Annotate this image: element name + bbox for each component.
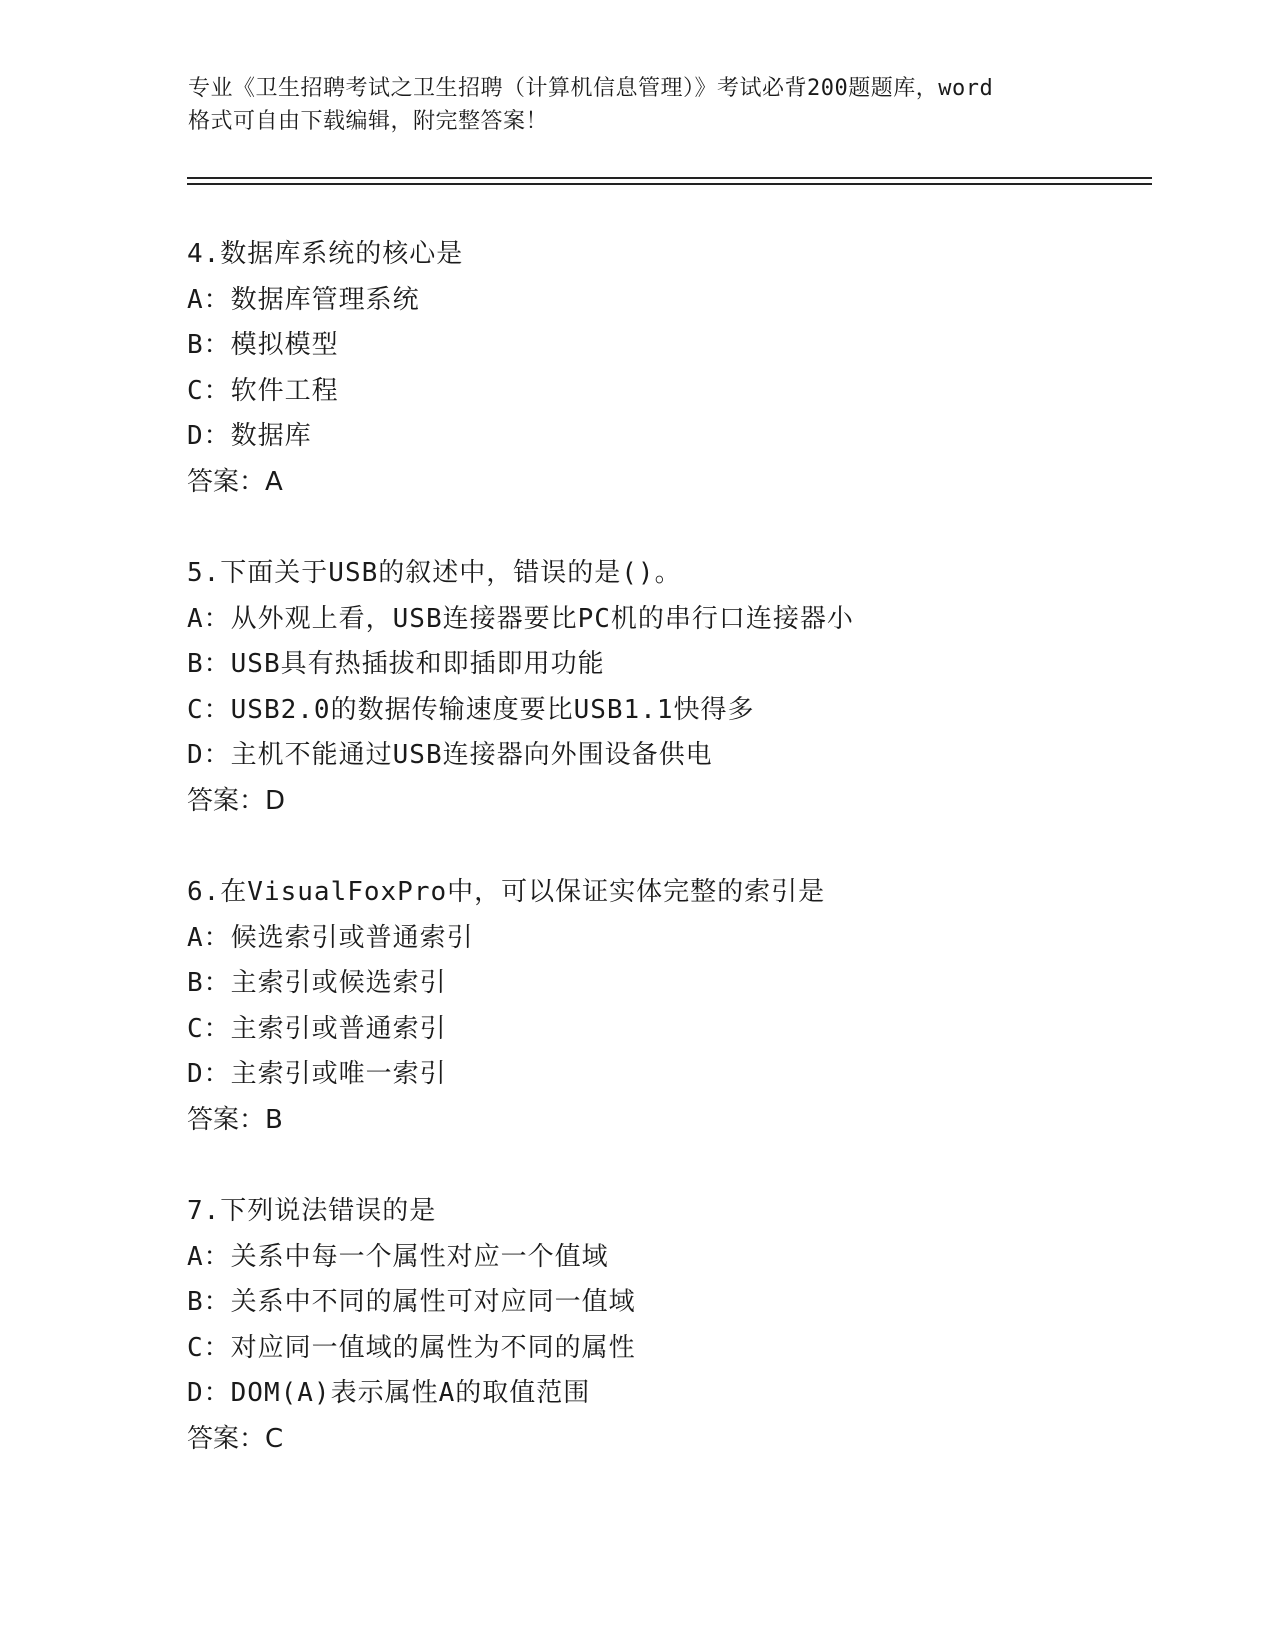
option-b: B：关系中不同的属性可对应同一值域 <box>187 1287 636 1317</box>
question-7 <box>187 1189 1167 1462</box>
option-a: A：关系中每一个属性对应一个值域 <box>187 1241 609 1272</box>
question-5 <box>187 551 1167 824</box>
option-b: B：模拟模型 <box>187 330 339 360</box>
question-6 <box>187 870 1167 1143</box>
header-line-2: 格式可自由下载编辑，附完整答案！ <box>188 109 549 134</box>
header-line-1: 专业《卫生招聘考试之卫生招聘（计算机信息管理）》考试必背200题题库，word <box>188 76 994 101</box>
question-title: 7.下列说法错误的是 <box>187 1196 437 1226</box>
header-divider-top <box>187 177 1152 179</box>
answer-label: 答案：D <box>187 785 286 816</box>
option-c: C：对应同一值域的属性为不同的属性 <box>187 1332 636 1363</box>
option-b: B：主索引或候选索引 <box>187 968 447 998</box>
option-b: B：USB具有热插拔和即插即用功能 <box>187 649 605 679</box>
answer-label: 答案：A <box>187 466 283 497</box>
option-a: A：数据库管理系统 <box>187 284 420 315</box>
option-c: C：USB2.0的数据传输速度要比USB1.1快得多 <box>187 694 755 725</box>
option-a: A：候选索引或普通索引 <box>187 922 474 953</box>
question-title: 6.在VisualFoxPro中，可以保证实体完整的索引是 <box>187 877 826 907</box>
answer-label: 答案：C <box>187 1423 284 1454</box>
option-c: C：主索引或普通索引 <box>187 1013 447 1044</box>
question-title: 4.数据库系统的核心是 <box>187 239 464 269</box>
option-c: C：软件工程 <box>187 375 339 406</box>
option-a: A：从外观上看，USB连接器要比PC机的串行口连接器小 <box>187 603 854 634</box>
option-d: D：DOM(A)表示属性A的取值范围 <box>187 1378 591 1408</box>
option-d: D：主索引或唯一索引 <box>187 1059 447 1089</box>
question-4 <box>187 232 1167 505</box>
option-d: D：主机不能通过USB连接器向外围设备供电 <box>187 740 713 770</box>
option-d: D：数据库 <box>187 421 312 451</box>
header-divider-bottom <box>187 183 1152 185</box>
answer-label: 答案：B <box>187 1104 283 1135</box>
question-title: 5.下面关于USB的叙述中，错误的是()。 <box>187 558 682 588</box>
document-header <box>188 72 1088 138</box>
